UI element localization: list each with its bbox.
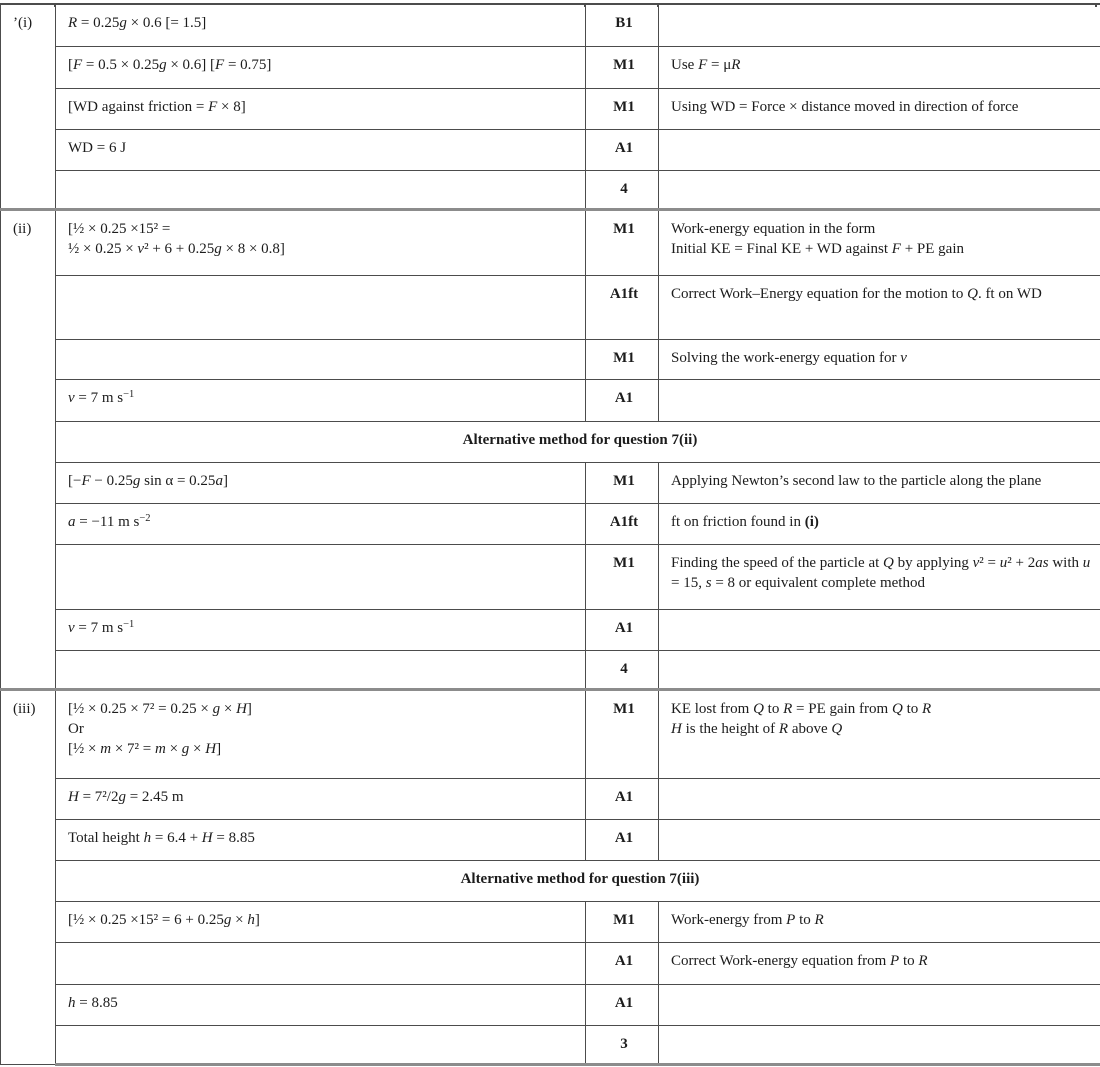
mark-cell: M1 (586, 462, 659, 503)
mark-cell: M1 (586, 209, 659, 275)
comment-cell (659, 819, 1100, 860)
cropped-gridline-stub (584, 3, 586, 7)
comment-cell (659, 650, 1100, 689)
work-cell (56, 650, 586, 689)
work-cell: Total height h = 6.4 + H = 8.85 (56, 819, 586, 860)
table-row (1, 275, 1100, 339)
mark-cell: M1 (586, 339, 659, 379)
comment-cell: Using WD = Force × distance moved in direction of force (659, 88, 1100, 129)
work-cell: [½ × 0.25 × 7² = 0.25 × g × H] Or [½ × m × 7² = m × g × H] (56, 689, 586, 778)
cropped-gridline-stub (54, 3, 56, 7)
work-cell: a = −11 m $s^{-2}$ (56, 503, 586, 544)
table-row (1, 689, 1100, 778)
comment-cell: Correct Work–Energy equation for the motion to Q. ft on WD (659, 275, 1100, 339)
work-cell (56, 1025, 586, 1064)
comment-cell: Solving the work-energy equation for v (659, 339, 1100, 379)
mark-cell: A1 (586, 778, 659, 819)
mark-scheme-table (0, 3, 1100, 1066)
work-cell: WD = 6 J (56, 129, 586, 170)
alt-method-header: Alternative method for question 7(ii) (56, 421, 1100, 462)
table-row (1, 462, 1100, 503)
comment-cell: Use F = μR (659, 46, 1100, 88)
mark-cell: A1 (586, 984, 659, 1025)
comment-cell (659, 984, 1100, 1025)
table-row (1, 88, 1100, 129)
comment-cell: Correct Work-energy equation from P to R (659, 942, 1100, 984)
comment-cell (659, 609, 1100, 650)
part-label: (iii) (1, 689, 56, 1064)
cropped-gridline-stub (657, 3, 659, 7)
alt-method-row (1, 421, 1100, 462)
cropped-gridline-stub (1095, 3, 1097, 7)
table-row (1, 544, 1100, 609)
part-label: (ii) (1, 209, 56, 689)
mark-scheme-page (0, 3, 1100, 1066)
total-marks-cell: 4 (586, 170, 659, 209)
work-cell: [½ × 0.25 ×15² = ½ × 0.25 × v² + 6 + 0.25g × 8 × 0.8] (56, 209, 586, 275)
part-label: ’(i) (1, 4, 56, 209)
comment-cell: ft on friction found in (i) (659, 503, 1100, 544)
work-cell: [−F − 0.25g sin α = 0.25a] (56, 462, 586, 503)
work-cell (56, 275, 586, 339)
work-cell: [F = 0.5 × 0.25g × 0.6] [F = 0.75] (56, 46, 586, 88)
comment-cell: KE lost from Q to R = PE gain from Q to R H is the height of R above Q (659, 689, 1100, 778)
alt-method-header: Alternative method for question 7(iii) (56, 860, 1100, 901)
comment-cell: Work-energy from P to R (659, 901, 1100, 942)
table-row (1, 379, 1100, 421)
mark-cell: A1 (586, 942, 659, 984)
table-row (1, 46, 1100, 88)
alt-method-row (1, 860, 1100, 901)
comment-cell: Applying Newton’s second law to the particle along the plane (659, 462, 1100, 503)
work-cell (56, 170, 586, 209)
table-row (1, 984, 1100, 1025)
comment-cell (659, 170, 1100, 209)
mark-cell: A1ft (586, 503, 659, 544)
mark-cell: B1 (586, 4, 659, 46)
table-row (1, 609, 1100, 650)
table-row (1, 4, 1100, 46)
table-row (1, 942, 1100, 984)
mark-cell: A1 (586, 129, 659, 170)
work-cell (56, 942, 586, 984)
comment-cell (659, 1025, 1100, 1064)
table-row (1, 209, 1100, 275)
comment-cell (659, 778, 1100, 819)
mark-cell: A1 (586, 819, 659, 860)
mark-cell: M1 (586, 544, 659, 609)
mark-cell: A1 (586, 379, 659, 421)
comment-cell (659, 4, 1100, 46)
comment-cell: Finding the speed of the particle at Q by applying v² = u² + 2as with u = 15, s = 8 or equivalent complete method (659, 544, 1100, 609)
table-row (1, 129, 1100, 170)
work-cell: [½ × 0.25 ×15² = 6 + 0.25g × h] (56, 901, 586, 942)
total-row (1, 170, 1100, 209)
total-marks-cell: 3 (586, 1025, 659, 1064)
total-row (1, 650, 1100, 689)
mark-cell: M1 (586, 901, 659, 942)
table-row (1, 339, 1100, 379)
total-row (1, 1025, 1100, 1064)
mark-cell: M1 (586, 46, 659, 88)
work-cell: H = 7²/2g = 2.45 m (56, 778, 586, 819)
work-cell: v = 7 m $s^{-1}$ (56, 379, 586, 421)
work-cell: [WD against friction = F × 8] (56, 88, 586, 129)
mark-cell: A1 (586, 609, 659, 650)
work-cell: R = 0.25g × 0.6 [= 1.5] (56, 4, 586, 46)
comment-cell (659, 379, 1100, 421)
work-cell: v = 7 m $s^{-1}$ (56, 609, 586, 650)
work-cell (56, 544, 586, 609)
work-cell (56, 339, 586, 379)
work-cell: h = 8.85 (56, 984, 586, 1025)
table-row (1, 503, 1100, 544)
mark-cell: M1 (586, 689, 659, 778)
table-row (1, 901, 1100, 942)
comment-cell: Work-energy equation in the form Initial KE = Final KE + WD against F + PE gain (659, 209, 1100, 275)
comment-cell (659, 129, 1100, 170)
mark-cell: M1 (586, 88, 659, 129)
table-row (1, 778, 1100, 819)
mark-cell: A1ft (586, 275, 659, 339)
total-marks-cell: 4 (586, 650, 659, 689)
table-row (1, 819, 1100, 860)
